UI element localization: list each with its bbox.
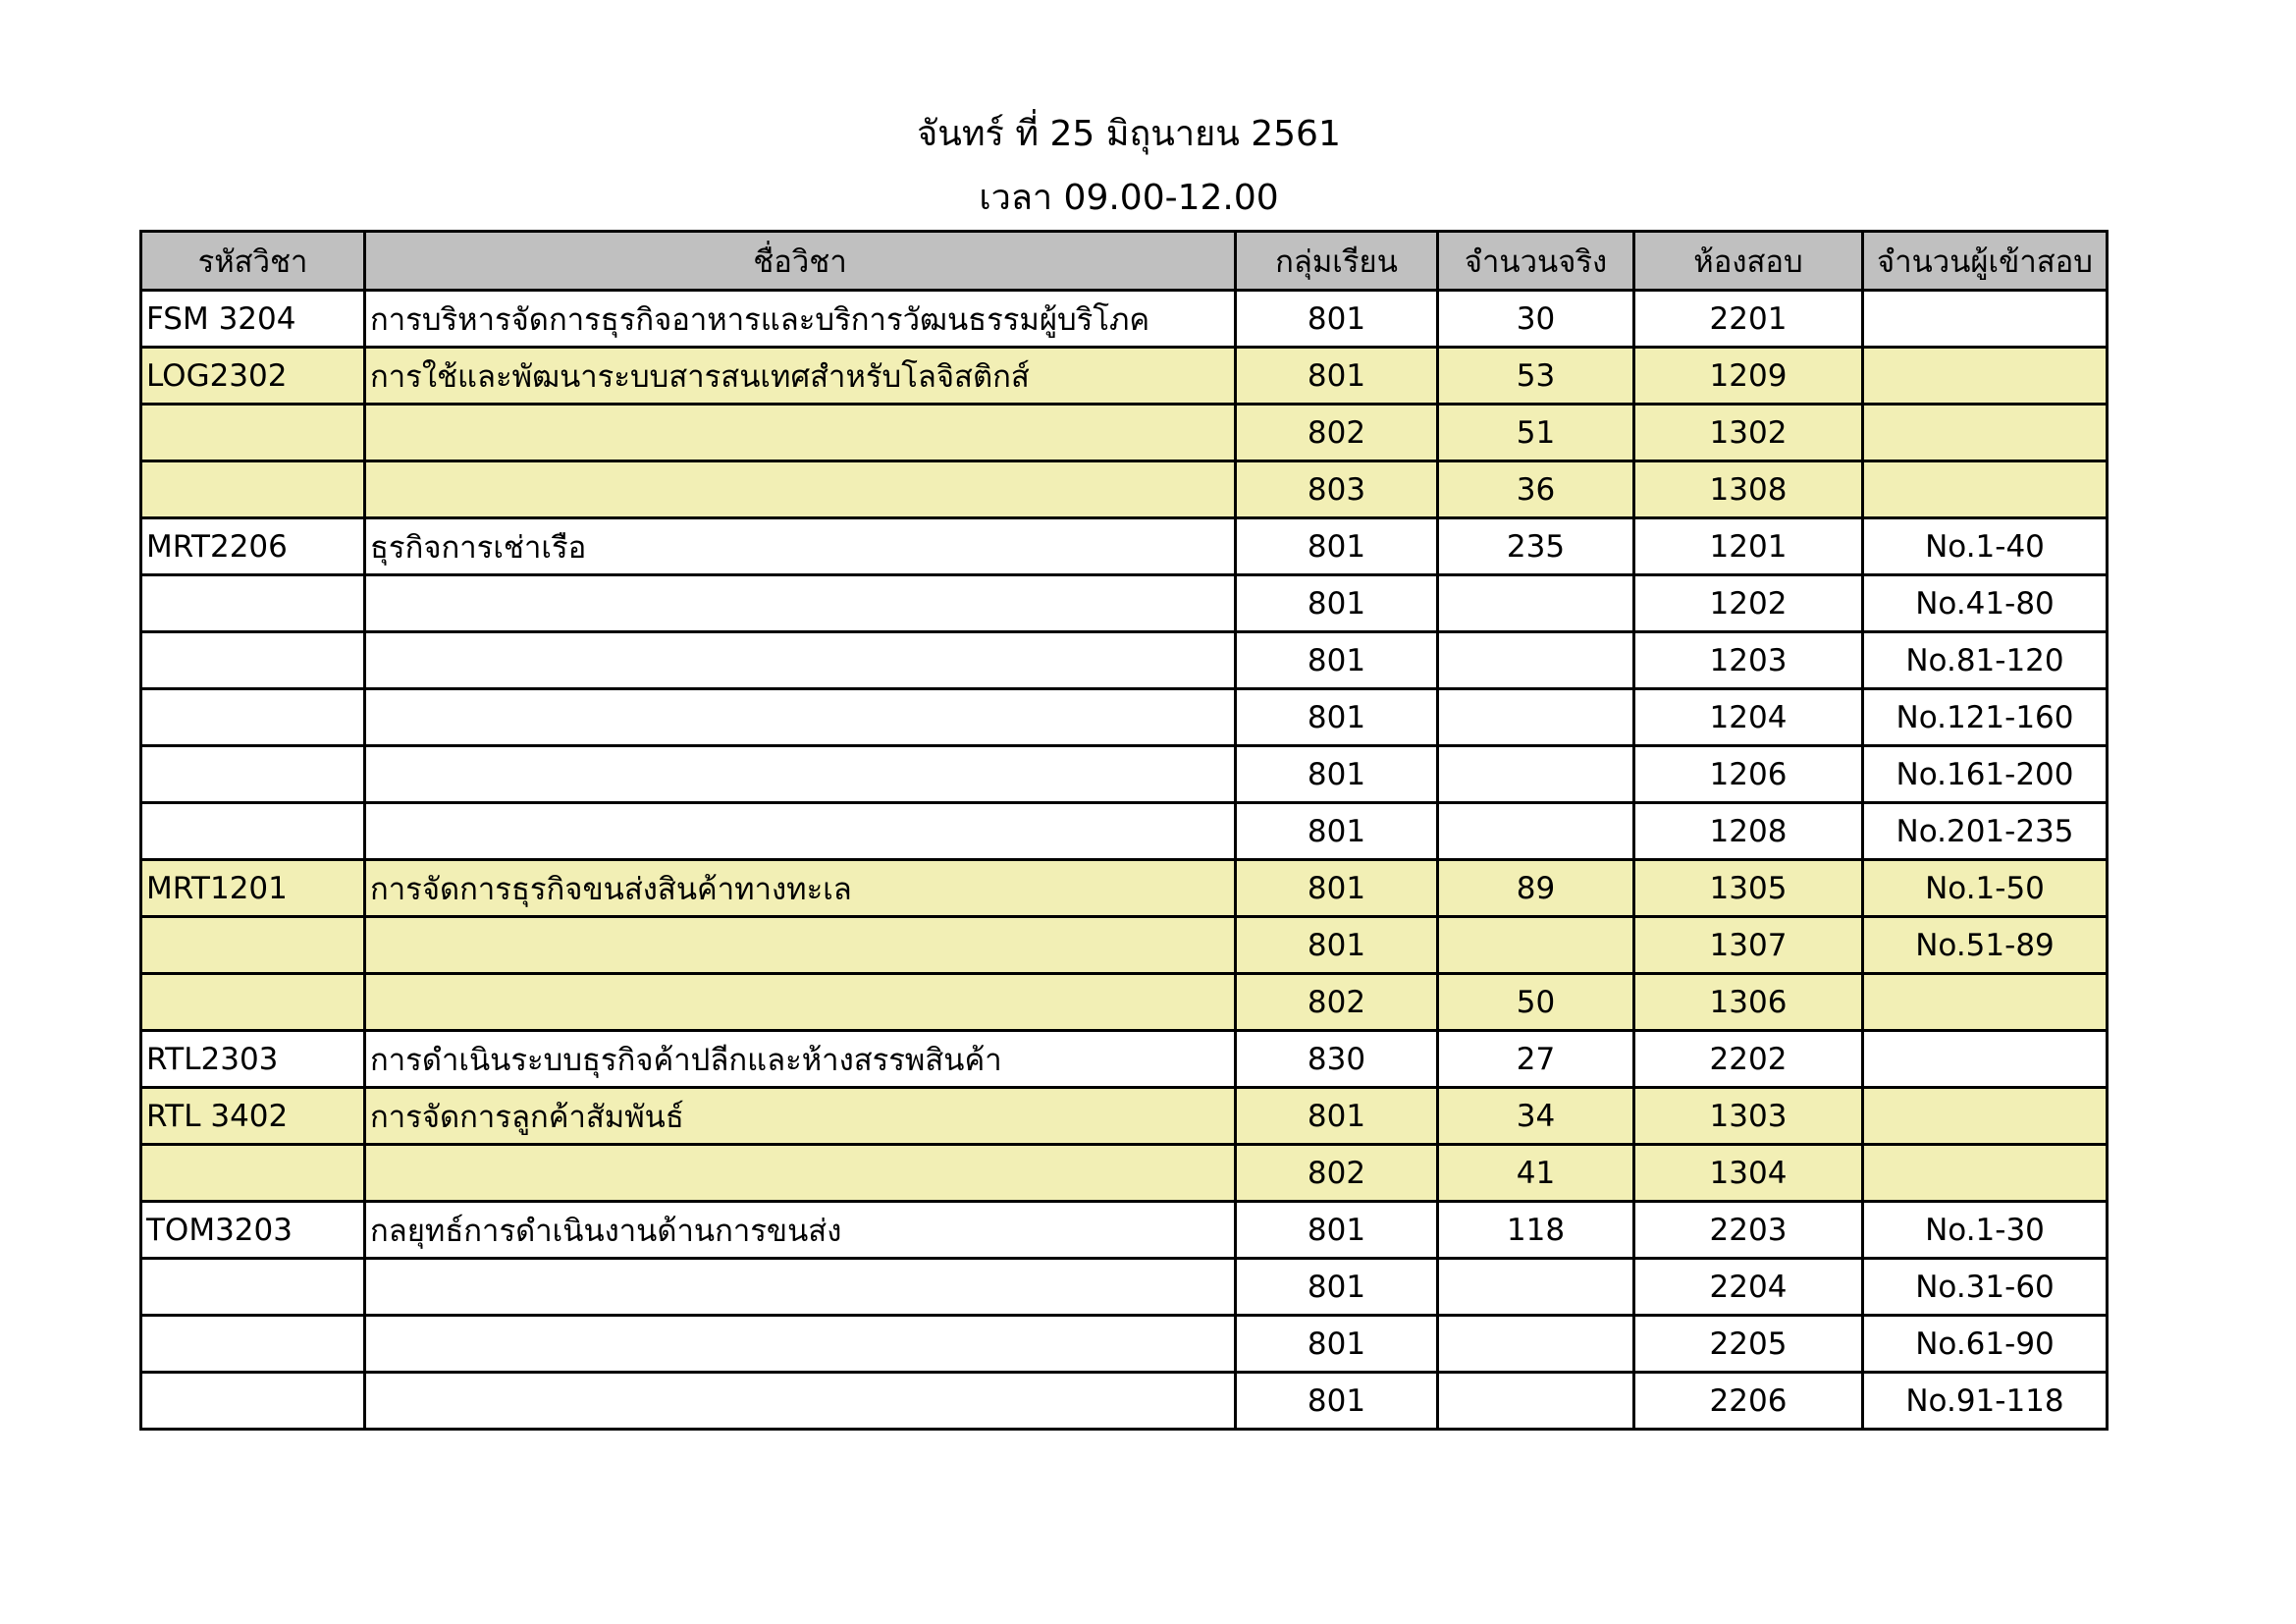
cell-exam-room: 1302: [1634, 405, 1863, 461]
cell-course-name: [365, 1316, 1236, 1373]
cell-course-code: FSM 3204: [141, 291, 365, 348]
cell-examinee-range: [1863, 974, 2108, 1031]
col-header-exam-room: ห้องสอบ: [1634, 232, 1863, 291]
cell-course-code: LOG2302: [141, 348, 365, 405]
cell-examinee-range: No.81-120: [1863, 632, 2108, 689]
cell-section: 802: [1236, 405, 1438, 461]
cell-examinee-range: [1863, 405, 2108, 461]
cell-course-code: MRT1201: [141, 860, 365, 917]
table-row: [141, 1145, 2108, 1202]
cell-examinee-range: No.41-80: [1863, 575, 2108, 632]
cell-course-name: [365, 974, 1236, 1031]
cell-course-name: [365, 575, 1236, 632]
cell-section: 802: [1236, 974, 1438, 1031]
cell-section: 801: [1236, 1202, 1438, 1259]
table-row: [141, 974, 2108, 1031]
cell-course-code: MRT2206: [141, 518, 365, 575]
cell-actual-count: 41: [1438, 1145, 1634, 1202]
cell-actual-count: 89: [1438, 860, 1634, 917]
cell-examinee-range: No.201-235: [1863, 803, 2108, 860]
cell-section: 801: [1236, 746, 1438, 803]
table-row: [141, 1373, 2108, 1430]
table-row: [141, 1202, 2108, 1259]
cell-course-name: การบริหารจัดการธุรกิจอาหารและบริการวัฒนธรรมผู้บริโภค: [365, 291, 1236, 348]
cell-section: 801: [1236, 917, 1438, 974]
cell-section: 801: [1236, 575, 1438, 632]
cell-section: 801: [1236, 348, 1438, 405]
cell-course-code: [141, 405, 365, 461]
cell-course-code: RTL2303: [141, 1031, 365, 1088]
cell-course-code: [141, 1259, 365, 1316]
cell-exam-room: 2205: [1634, 1316, 1863, 1373]
exam-date-title: จันทร์ ที่ 25 มิถุนายน 2561: [917, 114, 1341, 154]
cell-examinee-range: No.51-89: [1863, 917, 2108, 974]
cell-section: 801: [1236, 1316, 1438, 1373]
cell-actual-count: 53: [1438, 348, 1634, 405]
cell-exam-room: 1204: [1634, 689, 1863, 746]
table-row: [141, 917, 2108, 974]
cell-course-name: การจัดการธุรกิจขนส่งสินค้าทางทะเล: [365, 860, 1236, 917]
cell-examinee-range: No.121-160: [1863, 689, 2108, 746]
cell-exam-room: 2201: [1634, 291, 1863, 348]
cell-actual-count: 27: [1438, 1031, 1634, 1088]
cell-course-code: [141, 974, 365, 1031]
cell-exam-room: 1305: [1634, 860, 1863, 917]
cell-course-code: [141, 461, 365, 518]
cell-course-name: การจัดการลูกค้าสัมพันธ์: [365, 1088, 1236, 1145]
cell-course-name: [365, 1145, 1236, 1202]
table-header-row: [141, 232, 2108, 291]
table-body: [141, 291, 2108, 1430]
table-row: [141, 1088, 2108, 1145]
cell-section: 802: [1236, 1145, 1438, 1202]
table-row: [141, 803, 2108, 860]
cell-examinee-range: No.1-30: [1863, 1202, 2108, 1259]
cell-exam-room: 1304: [1634, 1145, 1863, 1202]
cell-section: 801: [1236, 1259, 1438, 1316]
table-row: [141, 632, 2108, 689]
cell-actual-count: 30: [1438, 291, 1634, 348]
cell-exam-room: 1307: [1634, 917, 1863, 974]
cell-course-code: [141, 1316, 365, 1373]
cell-examinee-range: No.31-60: [1863, 1259, 2108, 1316]
cell-actual-count: 50: [1438, 974, 1634, 1031]
cell-exam-room: 2206: [1634, 1373, 1863, 1430]
cell-actual-count: [1438, 917, 1634, 974]
cell-exam-room: 1202: [1634, 575, 1863, 632]
cell-examinee-range: No.1-50: [1863, 860, 2108, 917]
cell-course-code: RTL 3402: [141, 1088, 365, 1145]
cell-course-name: การดำเนินระบบธุรกิจค้าปลีกและห้างสรรพสินค้า: [365, 1031, 1236, 1088]
table-row: [141, 291, 2108, 348]
table-row: [141, 1259, 2108, 1316]
cell-actual-count: 34: [1438, 1088, 1634, 1145]
cell-examinee-range: [1863, 291, 2108, 348]
cell-section: 803: [1236, 461, 1438, 518]
cell-exam-room: 2204: [1634, 1259, 1863, 1316]
cell-exam-room: 1203: [1634, 632, 1863, 689]
cell-course-name: [365, 1259, 1236, 1316]
cell-section: 801: [1236, 1088, 1438, 1145]
cell-course-name: [365, 405, 1236, 461]
col-header-actual-count: จำนวนจริง: [1438, 232, 1634, 291]
cell-course-code: [141, 575, 365, 632]
cell-actual-count: [1438, 1316, 1634, 1373]
cell-actual-count: [1438, 1259, 1634, 1316]
table-row: [141, 405, 2108, 461]
cell-exam-room: 1201: [1634, 518, 1863, 575]
cell-exam-room: 2202: [1634, 1031, 1863, 1088]
cell-section: 801: [1236, 803, 1438, 860]
cell-course-name: [365, 461, 1236, 518]
cell-actual-count: 51: [1438, 405, 1634, 461]
cell-exam-room: 1208: [1634, 803, 1863, 860]
cell-course-code: TOM3203: [141, 1202, 365, 1259]
cell-examinee-range: [1863, 1145, 2108, 1202]
table-row: [141, 348, 2108, 405]
col-header-course-name: ชื่อวิชา: [365, 232, 1236, 291]
cell-course-code: [141, 1373, 365, 1430]
col-header-course-code: รหัสวิชา: [141, 232, 365, 291]
cell-course-name: ธุรกิจการเช่าเรือ: [365, 518, 1236, 575]
cell-examinee-range: No.61-90: [1863, 1316, 2108, 1373]
cell-section: 801: [1236, 860, 1438, 917]
cell-section: 801: [1236, 1373, 1438, 1430]
cell-examinee-range: [1863, 461, 2108, 518]
cell-examinee-range: No.91-118: [1863, 1373, 2108, 1430]
table-row: [141, 1316, 2108, 1373]
cell-course-code: [141, 746, 365, 803]
cell-exam-room: 1303: [1634, 1088, 1863, 1145]
cell-course-name: [365, 917, 1236, 974]
cell-exam-room: 1206: [1634, 746, 1863, 803]
cell-course-name: [365, 632, 1236, 689]
cell-section: 801: [1236, 632, 1438, 689]
cell-section: 830: [1236, 1031, 1438, 1088]
cell-exam-room: 1306: [1634, 974, 1863, 1031]
cell-actual-count: [1438, 803, 1634, 860]
cell-exam-room: 1209: [1634, 348, 1863, 405]
cell-actual-count: [1438, 575, 1634, 632]
cell-actual-count: 235: [1438, 518, 1634, 575]
cell-examinee-range: No.161-200: [1863, 746, 2108, 803]
cell-course-name: กลยุทธ์การดำเนินงานด้านการขนส่ง: [365, 1202, 1236, 1259]
cell-actual-count: [1438, 746, 1634, 803]
cell-examinee-range: [1863, 1031, 2108, 1088]
table-row: [141, 461, 2108, 518]
cell-course-name: [365, 803, 1236, 860]
table-row: [141, 1031, 2108, 1088]
table-row: [141, 575, 2108, 632]
cell-course-name: การใช้และพัฒนาระบบสารสนเทศสำหรับโลจิสติกส์: [365, 348, 1236, 405]
cell-section: 801: [1236, 689, 1438, 746]
cell-course-name: [365, 746, 1236, 803]
cell-course-code: [141, 803, 365, 860]
table-row: [141, 860, 2108, 917]
cell-exam-room: 2203: [1634, 1202, 1863, 1259]
cell-section: 801: [1236, 518, 1438, 575]
cell-examinee-range: [1863, 1088, 2108, 1145]
table-row: [141, 689, 2108, 746]
cell-examinee-range: No.1-40: [1863, 518, 2108, 575]
col-header-examinee-range: จำนวนผู้เข้าสอบ: [1863, 232, 2108, 291]
cell-course-code: [141, 689, 365, 746]
cell-course-name: [365, 1373, 1236, 1430]
cell-examinee-range: [1863, 348, 2108, 405]
cell-actual-count: 118: [1438, 1202, 1634, 1259]
cell-actual-count: 36: [1438, 461, 1634, 518]
exam-schedule-table: [139, 230, 2109, 1431]
col-header-section: กลุ่มเรียน: [1236, 232, 1438, 291]
cell-exam-room: 1308: [1634, 461, 1863, 518]
cell-course-code: [141, 917, 365, 974]
cell-course-name: [365, 689, 1236, 746]
cell-section: 801: [1236, 291, 1438, 348]
cell-course-code: [141, 632, 365, 689]
cell-actual-count: [1438, 1373, 1634, 1430]
table-row: [141, 518, 2108, 575]
exam-time-title: เวลา 09.00-12.00: [979, 178, 1279, 218]
table-row: [141, 746, 2108, 803]
cell-actual-count: [1438, 689, 1634, 746]
cell-course-code: [141, 1145, 365, 1202]
cell-actual-count: [1438, 632, 1634, 689]
